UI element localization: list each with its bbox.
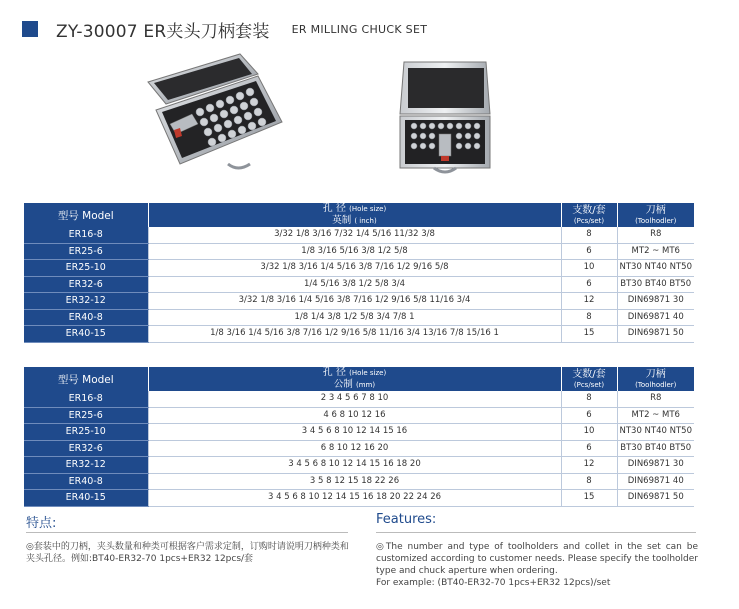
metric-spec-table bbox=[24, 367, 694, 507]
features-en-body: ◎The number and type of toolholders and collet in the set can be customized according to customer needs. Please specify the toolholder type and chuck aperture when ordering. bbox=[376, 542, 698, 576]
sizes-cell: 1/8 3/16 5/16 3/8 1/2 5/8 bbox=[148, 243, 561, 260]
header-pcs-cn: 支数/套 bbox=[572, 205, 606, 216]
header-holder-cn: 刀柄 bbox=[645, 369, 666, 380]
table-row bbox=[24, 326, 694, 343]
table-row bbox=[24, 243, 694, 260]
holder-cell: DIN69871 50 bbox=[617, 326, 694, 343]
table-row bbox=[24, 457, 694, 474]
sizes-cell: 1/8 3/16 1/4 5/16 3/8 7/16 1/2 9/16 5/8 11/16 3/4 13/16 7/8 15/16 1 bbox=[148, 326, 561, 343]
header-holder-en: (Toolhodler) bbox=[635, 381, 677, 389]
table-row bbox=[24, 227, 694, 243]
pcs-cell: 12 bbox=[561, 457, 617, 474]
features-cn-divider bbox=[26, 532, 348, 533]
table-row bbox=[24, 309, 694, 326]
holder-cell: DIN69871 30 bbox=[617, 293, 694, 310]
pcs-cell: 8 bbox=[561, 391, 617, 407]
holder-cell: MT2 ~ MT6 bbox=[617, 407, 694, 424]
sizes-cell: 3 4 5 6 8 10 12 14 15 16 bbox=[148, 424, 561, 441]
model-cell: ER25-10 bbox=[24, 424, 148, 441]
features-en-example: For example: (BT40-ER32-70 1pcs+ER32 12pcs)/set bbox=[376, 578, 611, 588]
sizes-cell: 1/4 5/16 3/8 1/2 5/8 3/4 bbox=[148, 276, 561, 293]
header-hole-cn: 孔 径 bbox=[322, 203, 346, 214]
sizes-cell: 2 3 4 5 6 7 8 10 bbox=[148, 391, 561, 407]
features-en-divider bbox=[376, 532, 696, 533]
model-cell: ER25-6 bbox=[24, 407, 148, 424]
model-cell: ER40-8 bbox=[24, 309, 148, 326]
holder-cell: DIN69871 40 bbox=[617, 309, 694, 326]
title-square-icon bbox=[22, 21, 38, 37]
header-pcs-cn: 支数/套 bbox=[572, 369, 606, 380]
holder-cell: R8 bbox=[617, 391, 694, 407]
pcs-cell: 10 bbox=[561, 424, 617, 441]
table-row bbox=[24, 391, 694, 407]
holder-cell: NT30 NT40 NT50 bbox=[617, 260, 694, 277]
header-hole-size bbox=[148, 367, 561, 391]
holder-cell: DIN69871 30 bbox=[617, 457, 694, 474]
pcs-cell: 8 bbox=[561, 227, 617, 243]
table-row bbox=[24, 293, 694, 310]
pcs-cell: 8 bbox=[561, 473, 617, 490]
pcs-cell: 12 bbox=[561, 293, 617, 310]
header-pcs bbox=[561, 203, 617, 227]
header-model: 型号 Model bbox=[24, 367, 148, 391]
features-en-text bbox=[376, 541, 698, 589]
header-hole-en: (Hole size) bbox=[349, 369, 387, 377]
header-hole-en: (Hole size) bbox=[349, 205, 387, 213]
pcs-cell: 6 bbox=[561, 243, 617, 260]
table-row bbox=[24, 440, 694, 457]
model-cell: ER32-6 bbox=[24, 276, 148, 293]
sizes-cell: 6 8 10 12 16 20 bbox=[148, 440, 561, 457]
model-cell: ER32-12 bbox=[24, 457, 148, 474]
page-title: ZY-30007 ER夹头刀柄套装 bbox=[56, 21, 270, 42]
product-photo-open-case bbox=[140, 52, 285, 182]
header-unit-cn: 英制 bbox=[332, 215, 352, 226]
holder-cell: MT2 ~ MT6 bbox=[617, 243, 694, 260]
header-holder-en: (Toolhodler) bbox=[635, 217, 677, 225]
holder-cell: DIN69871 50 bbox=[617, 490, 694, 507]
sizes-cell: 3 4 5 6 8 10 12 14 15 16 18 20 22 24 26 bbox=[148, 490, 561, 507]
model-cell: ER16-8 bbox=[24, 227, 148, 243]
pcs-cell: 15 bbox=[561, 326, 617, 343]
header-pcs-en: (Pcs/set) bbox=[573, 217, 605, 225]
features-en-heading: Features: bbox=[376, 512, 437, 527]
model-cell: ER16-8 bbox=[24, 391, 148, 407]
header-model: 型号 Model bbox=[24, 203, 148, 227]
sizes-cell: 3/32 1/8 3/16 1/4 5/16 3/8 7/16 1/2 9/16 5/8 bbox=[148, 260, 561, 277]
holder-cell: BT30 BT40 BT50 bbox=[617, 276, 694, 293]
table-row bbox=[24, 424, 694, 441]
model-cell: ER25-6 bbox=[24, 243, 148, 260]
model-cell: ER40-15 bbox=[24, 326, 148, 343]
page-subtitle: ER MILLING CHUCK SET bbox=[291, 22, 428, 36]
pcs-cell: 6 bbox=[561, 440, 617, 457]
table-row bbox=[24, 473, 694, 490]
header-holder-cn: 刀柄 bbox=[645, 205, 666, 216]
inch-spec-table bbox=[24, 203, 694, 343]
features-cn-text: ◎套装中的刀柄，夹头数量和种类可根据客户需求定制，订购时请说明刀柄种类和夹头孔径。例如:BT40-ER32-70 1pcs+ER32 12pcs/套 bbox=[26, 542, 349, 564]
header-holder bbox=[617, 203, 694, 227]
page-header bbox=[22, 16, 427, 42]
pcs-cell: 8 bbox=[561, 309, 617, 326]
table-row bbox=[24, 276, 694, 293]
holder-cell: DIN69871 40 bbox=[617, 473, 694, 490]
pcs-cell: 6 bbox=[561, 276, 617, 293]
sizes-cell: 3/32 1/8 3/16 7/32 1/4 5/16 11/32 3/8 bbox=[148, 227, 561, 243]
sizes-cell: 3 4 5 6 8 10 12 14 15 16 18 20 bbox=[148, 457, 561, 474]
sizes-cell: 4 6 8 10 12 16 bbox=[148, 407, 561, 424]
table-row bbox=[24, 407, 694, 424]
pcs-cell: 10 bbox=[561, 260, 617, 277]
sizes-cell: 3 5 8 12 15 18 22 26 bbox=[148, 473, 561, 490]
header-unit-en: ( inch) bbox=[354, 217, 377, 225]
header-pcs-en: (Pcs/set) bbox=[573, 381, 605, 389]
holder-cell: NT30 NT40 NT50 bbox=[617, 424, 694, 441]
table-row bbox=[24, 490, 694, 507]
pcs-cell: 15 bbox=[561, 490, 617, 507]
features-cn-heading: 特点: bbox=[26, 516, 57, 531]
holder-cell: BT30 BT40 BT50 bbox=[617, 440, 694, 457]
model-cell: ER40-8 bbox=[24, 473, 148, 490]
model-cell: ER32-12 bbox=[24, 293, 148, 310]
holder-cell: R8 bbox=[617, 227, 694, 243]
table-row bbox=[24, 260, 694, 277]
header-unit-cn: 公制 bbox=[333, 379, 353, 390]
sizes-cell: 1/8 1/4 3/8 1/2 5/8 3/4 7/8 1 bbox=[148, 309, 561, 326]
header-unit-en: (mm) bbox=[355, 381, 376, 389]
pcs-cell: 6 bbox=[561, 407, 617, 424]
sizes-cell: 3/32 1/8 3/16 1/4 5/16 3/8 7/16 1/2 9/16 5/8 11/16 3/4 bbox=[148, 293, 561, 310]
header-hole-cn: 孔 径 bbox=[322, 367, 346, 378]
header-pcs bbox=[561, 367, 617, 391]
header-hole-size bbox=[148, 203, 561, 227]
model-cell: ER40-15 bbox=[24, 490, 148, 507]
model-cell: ER32-6 bbox=[24, 440, 148, 457]
model-cell: ER25-10 bbox=[24, 260, 148, 277]
header-holder bbox=[617, 367, 694, 391]
product-photo-front-case bbox=[396, 56, 496, 176]
